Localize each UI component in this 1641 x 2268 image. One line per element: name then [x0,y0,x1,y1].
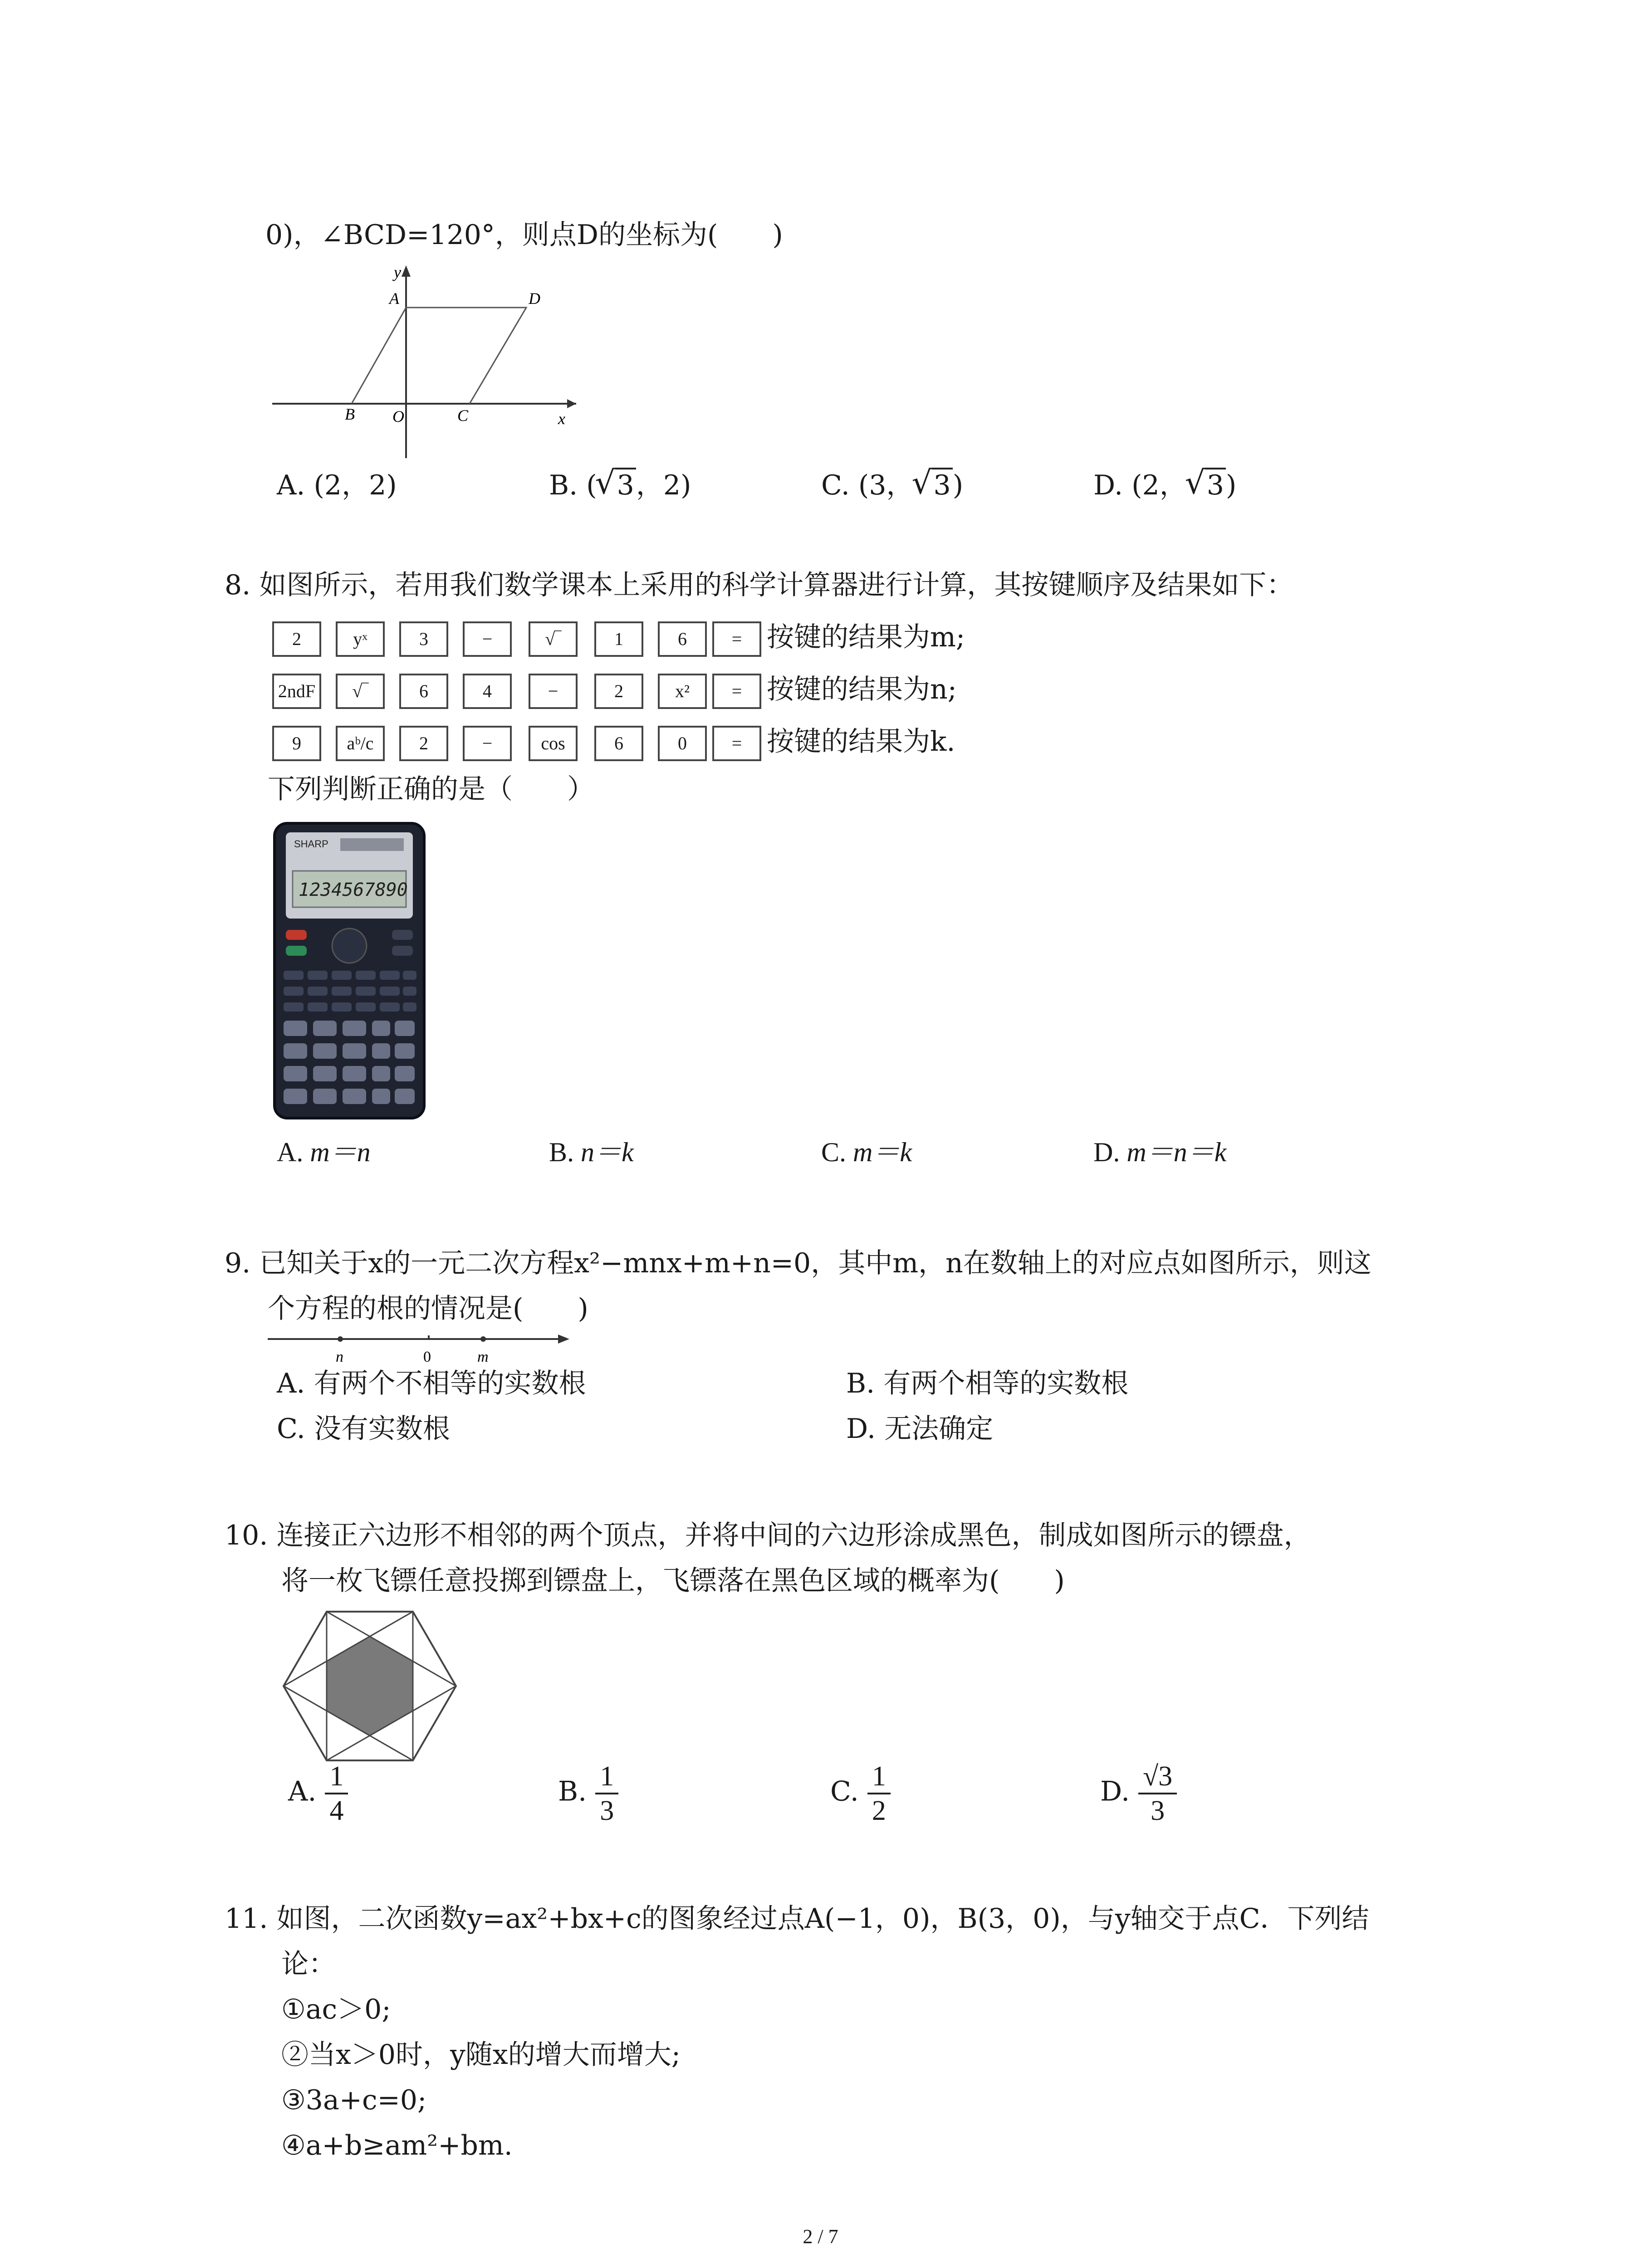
q10-hexagon-dartboard [281,1608,458,1762]
q10-option-b[interactable]: B. $\frac{1}{3}$ [558,1760,618,1827]
calc-key: √‾ [529,621,578,657]
calc-key: = [712,621,761,657]
q7-parallelogram-figure [268,259,585,463]
q8-option-a[interactable]: A. m＝n [277,1137,371,1167]
calc-key: 2 [399,726,448,761]
q9-axis-zero-label: 0 [423,1349,431,1365]
calc-key: = [712,674,761,709]
q11-conclusion-3: ③3a+c=0; [281,2084,427,2116]
calculator-brand: SHARP [294,838,328,850]
q11-conclusion-4: ④a+b≥am²+bm. [281,2130,513,2161]
page-number: 2 / 7 [803,2225,838,2248]
q8-option-d[interactable]: D. m＝n＝k [1093,1137,1227,1167]
q11-stem-line-1: 11. 如图，二次函数y=ax²+bx+c的图象经过点A(−1，0)，B(3，0)，与y轴交于点C．下列结 [225,1903,1369,1935]
q11-conclusion-1: ①ac＞0; [281,1994,391,2025]
q8-question: 下列判断正确的是（ ） [268,773,594,805]
q7-point-a: A [389,289,399,308]
q8-stem: 8. 如图所示，若用我们数学课本上采用的科学计算器进行计算，其按键顺序及结果如下： [225,569,1294,601]
q9-option-d[interactable]: D. 无法确定 [846,1413,994,1445]
q10-option-d[interactable]: D. $\frac{√3}{3}$ [1100,1760,1177,1827]
q9-axis-n-label: n [336,1349,343,1365]
calc-key: yˣ [336,621,385,657]
q8-row-1-result: 按键的结果为m; [767,621,965,653]
calc-key: x² [658,674,707,709]
q7-point-c: C [457,406,469,425]
calc-key: 2 [272,621,321,657]
calc-key: 6 [594,726,643,761]
scientific-calculator-illustration [272,821,426,1120]
q10-stem-line-1: 10. 连接正六边形不相邻的两个顶点，并将中间的六边形涂成黑色，制成如图所示的镖盘， [225,1520,1311,1551]
calc-key: − [463,621,512,657]
q10-option-a[interactable]: A. $\frac{1}{4}$ [288,1760,348,1827]
q7-option-c[interactable]: C. (3，√ 3) [821,467,963,503]
q7-stem-end: 0)，∠BCD=120°，则点D的坐标为( ) [265,219,783,251]
q9-option-c[interactable]: C. 没有实数根 [277,1413,450,1445]
calc-key: √‾ [336,674,385,709]
q7-option-d[interactable]: D. (2，√ 3) [1093,467,1236,503]
q9-option-a[interactable]: A. 有两个不相等的实数根 [277,1368,586,1399]
q7-point-d: D [529,289,540,308]
q9-option-b[interactable]: B. 有两个相等的实数根 [846,1368,1129,1399]
q8-row-2-result: 按键的结果为n; [767,674,957,705]
calc-key: 9 [272,726,321,761]
calc-key: 1 [594,621,643,657]
q11-conclusion-2: ②当x＞0时，y随x的增大而增大; [281,2039,681,2071]
calculator-display: 1234567890 [299,880,408,900]
q10-option-c[interactable]: C. $\frac{1}{2}$ [830,1760,891,1827]
calc-key: 6 [399,674,448,709]
calc-key: aᵇ/c [336,726,385,761]
q11-stem-line-2: 论： [281,1948,336,1980]
calc-key: 4 [463,674,512,709]
calc-key: − [529,674,578,709]
q7-option-a[interactable]: A. (2，2) [277,469,397,501]
calc-key: 2ndF [272,674,321,709]
q8-option-b[interactable]: B. n＝k [549,1137,634,1167]
q9-axis-m-label: m [477,1349,489,1365]
q8-option-c[interactable]: C. m＝k [821,1137,912,1167]
q7-point-o: O [392,407,404,425]
q7-y-axis-label: y [394,263,401,281]
q8-row-3-result: 按键的结果为k. [767,726,955,758]
calc-key: = [712,726,761,761]
calc-key: − [463,726,512,761]
calc-key: 3 [399,621,448,657]
q9-stem-line-1: 9. 已知关于x的一元二次方程x²−mnx+m+n=0，其中m，n在数轴上的对应点如图所示，则这 [225,1247,1372,1279]
q10-stem-line-2: 将一枚飞镖任意投掷到镖盘上，飞镖落在黑色区域的概率为( ) [281,1565,1065,1597]
calc-key: cos [529,726,578,761]
q7-x-axis-label: x [558,410,565,428]
calc-key: 2 [594,674,643,709]
calc-key: 6 [658,621,707,657]
q7-point-b: B [345,405,355,423]
calc-key: 0 [658,726,707,761]
q9-stem-line-2: 个方程的根的情况是( ) [268,1293,588,1325]
q7-option-b[interactable]: B. (√ 3，2) [549,467,691,503]
q9-number-line [268,1329,576,1370]
